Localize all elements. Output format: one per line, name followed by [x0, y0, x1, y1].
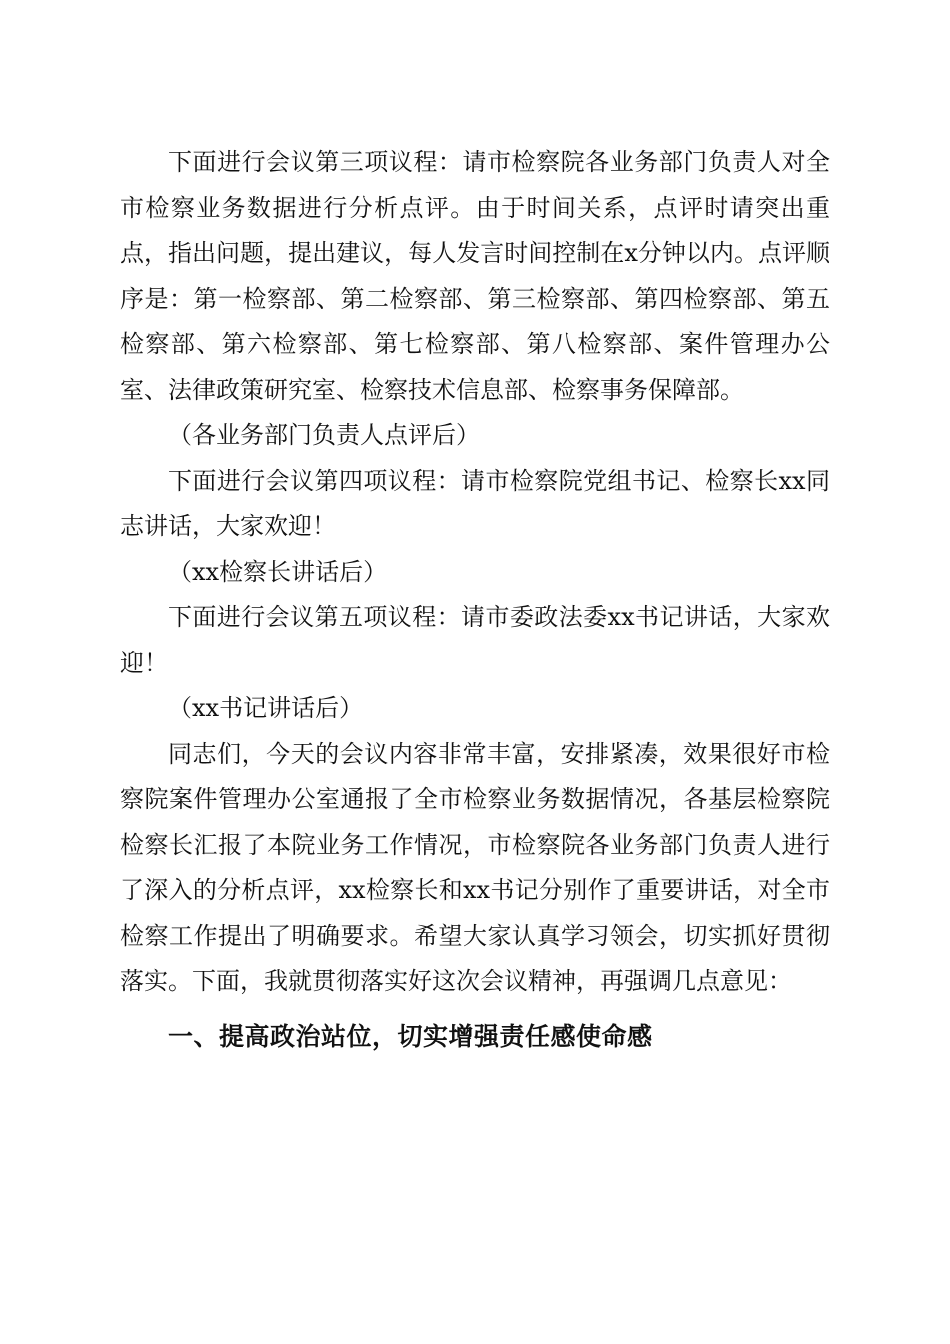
- paragraph-agenda-item-four: 下面进行会议第四项议程：请市检察院党组书记、检察长xx同志讲话，大家欢迎！: [120, 466, 830, 540]
- paragraph-agenda-item-three: 下面进行会议第三项议程：请市检察院各业务部门负责人对全市检察业务数据进行分析点评。由于时间关系，点评时请突出重点，指出问题，提出建议，每人发言时间控制在x分钟以内。点评顺序是：第一检察部、第二检察部、第三检察部、第四检察部、第五检察部、第六检察部、第七检察部、第八检察部、案件管理办公室、法律政策研究室、检察技术信息部、检察事务保障部。: [120, 148, 830, 404]
- document-body: [120, 140, 830, 1063]
- paragraph-meeting-summary: 同志们，今天的会议内容非常丰富，安排紧凑，效果很好市检察院案件管理办公室通报了全市检察业务数据情况，各基层检察院检察长汇报了本院业务工作情况，市检察院各业务部门负责人进行了深入的分析点评，xx检察长和xx书记分别作了重要讲话，对全市检察工作提出了明确要求。希望大家认真学习领会，切实抓好贯彻落实。下面，我就贯彻落实好这次会议精神，再强调几点意见：: [120, 739, 830, 995]
- section-heading: 一、提高政治站位，切实增强责任感使命感: [168, 1021, 653, 1051]
- stage-note-procurator-speech: （xx检察长讲话后）: [168, 557, 388, 586]
- paragraph-agenda-item-five: 下面进行会议第五项议程：请市委政法委xx书记讲话，大家欢迎！: [120, 603, 830, 677]
- stage-note-secretary-speech: （xx书记讲话后）: [168, 694, 364, 722]
- stage-note-department-review: （各业务部门负责人点评后）: [168, 421, 480, 449]
